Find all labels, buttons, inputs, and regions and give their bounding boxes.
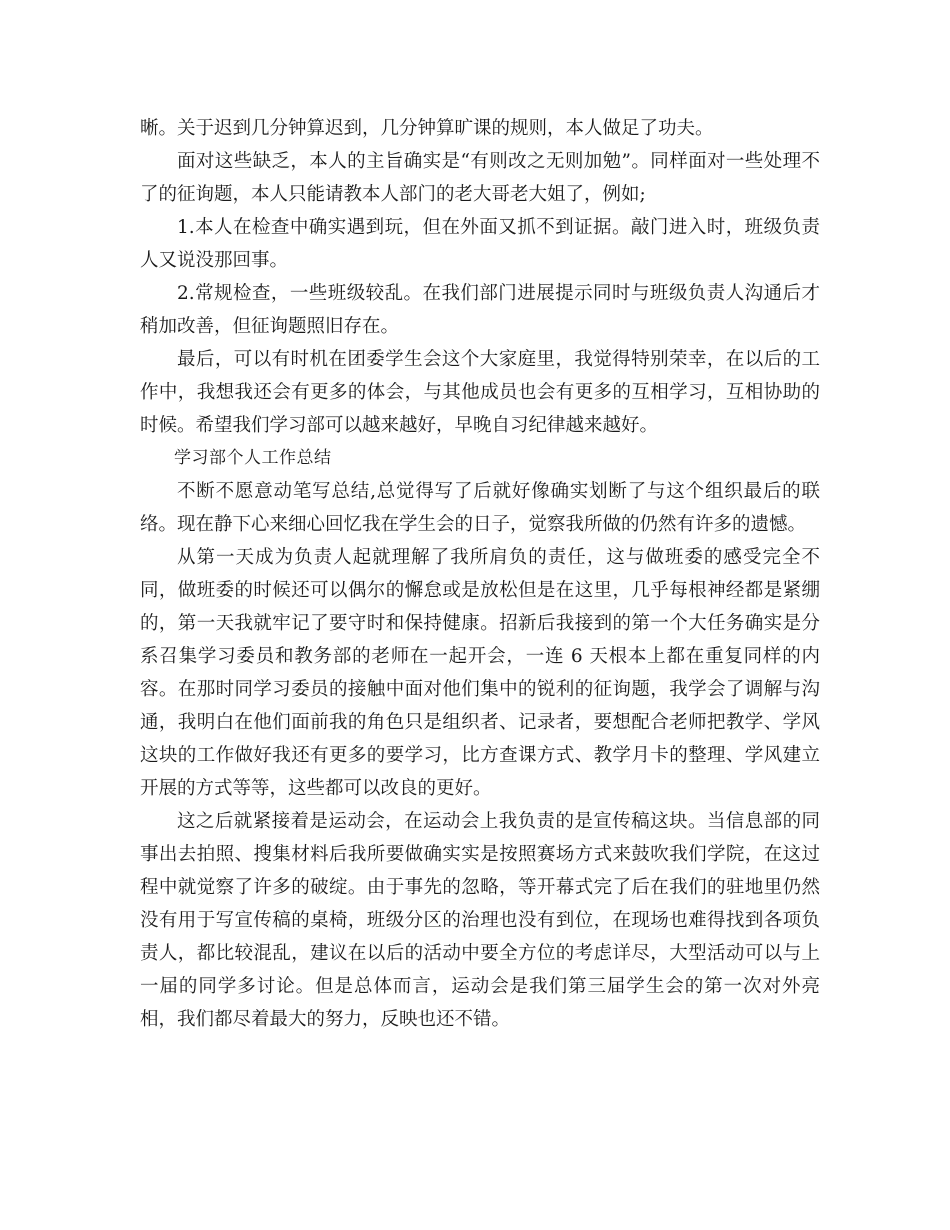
paragraph-example-1: 1.本人在检查中确实遇到玩，但在外面又抓不到证据。敲门进入时，班级负责人又说没那回事。 bbox=[140, 217, 820, 271]
paragraph-example-2: 2.常规检查，一些班级较乱。在我们部门进展提示同时与班级负责人沟通后才稍加改善，但征询题照旧存在。 bbox=[140, 283, 820, 337]
paragraph-conclusion: 最后，可以有时机在团委学生会这个大家庭里，我觉得特别荣幸，在以后的工作中，我想我还会有更多的体会，与其他成员也会有更多的互相学习，互相协助的时候。希望我们学习部可以越来越好，早晚自习纪律越来越好。 bbox=[140, 349, 820, 436]
document-body bbox=[140, 112, 820, 1036]
paragraph-continuation: 晰。关于迟到几分钟算迟到，几分钟算旷课的规则，本人做足了功夫。 bbox=[140, 118, 714, 139]
section-title: 学习部个人工作总结 bbox=[174, 448, 332, 468]
paragraph-sports-meet: 这之后就紧接着是运动会，在运动会上我负责的是宣传稿这块。当信息部的同事出去拍照、搜集材料后我所要做确实实是按照赛场方式来鼓吹我们学院，在这过程中就觉察了许多的破绽。由于事先的忽略，等开幕式完了后在我们的驻地里仍然没有用于写宣传稿的桌椅，班级分区的治理也没有到位，在现场也难得找到各项负责人，都比较混乱，建议在以后的活动中要全方位的考虑详尽，大型活动可以与上一届的同学多讨论。但是总体而言，运动会是我们第三届学生会的第一次对外亮相，我们都尽着最大的努力，反映也还不错。 bbox=[140, 811, 820, 1030]
paragraph-attitude: 面对这些缺乏，本人的主旨确实是“有则改之无则加勉”。同样面对一些处理不了的征询题，本人只能请教本人部门的老大哥老大姐了，例如; bbox=[140, 151, 820, 205]
paragraph-intro: 不断不愿意动笔写总结,总觉得写了后就好像确实划断了与这个组织最后的联络。现在静下心来细心回忆我在学生会的日子，觉察我所做的仍然有许多的遗憾。 bbox=[140, 481, 820, 535]
paragraph-responsibility: 从第一天成为负责人起就理解了我所肩负的责任，这与做班委的感受完全不同，做班委的时候还可以偶尔的懈怠或是放松但是在这里，几乎每根神经都是紧绷的，第一天我就牢记了要守时和保持健康。招新后我接到的第一个大任务确实是分系召集学习委员和教务部的老师在一起开会，一连 6 天根本上都在重复同样的内容。在那时同学习委员的接触中面对他们集中的锐利的征询题，我学会了调解与沟通，我明白在他们面前我的角色只是组织者、记录者，要想配合老师把教学、学风这块的工作做好我还有更多的要学习，比方查课方式、教学月卡的整理、学风建立开展的方式等等，这些都可以改良的更好。 bbox=[140, 547, 820, 799]
